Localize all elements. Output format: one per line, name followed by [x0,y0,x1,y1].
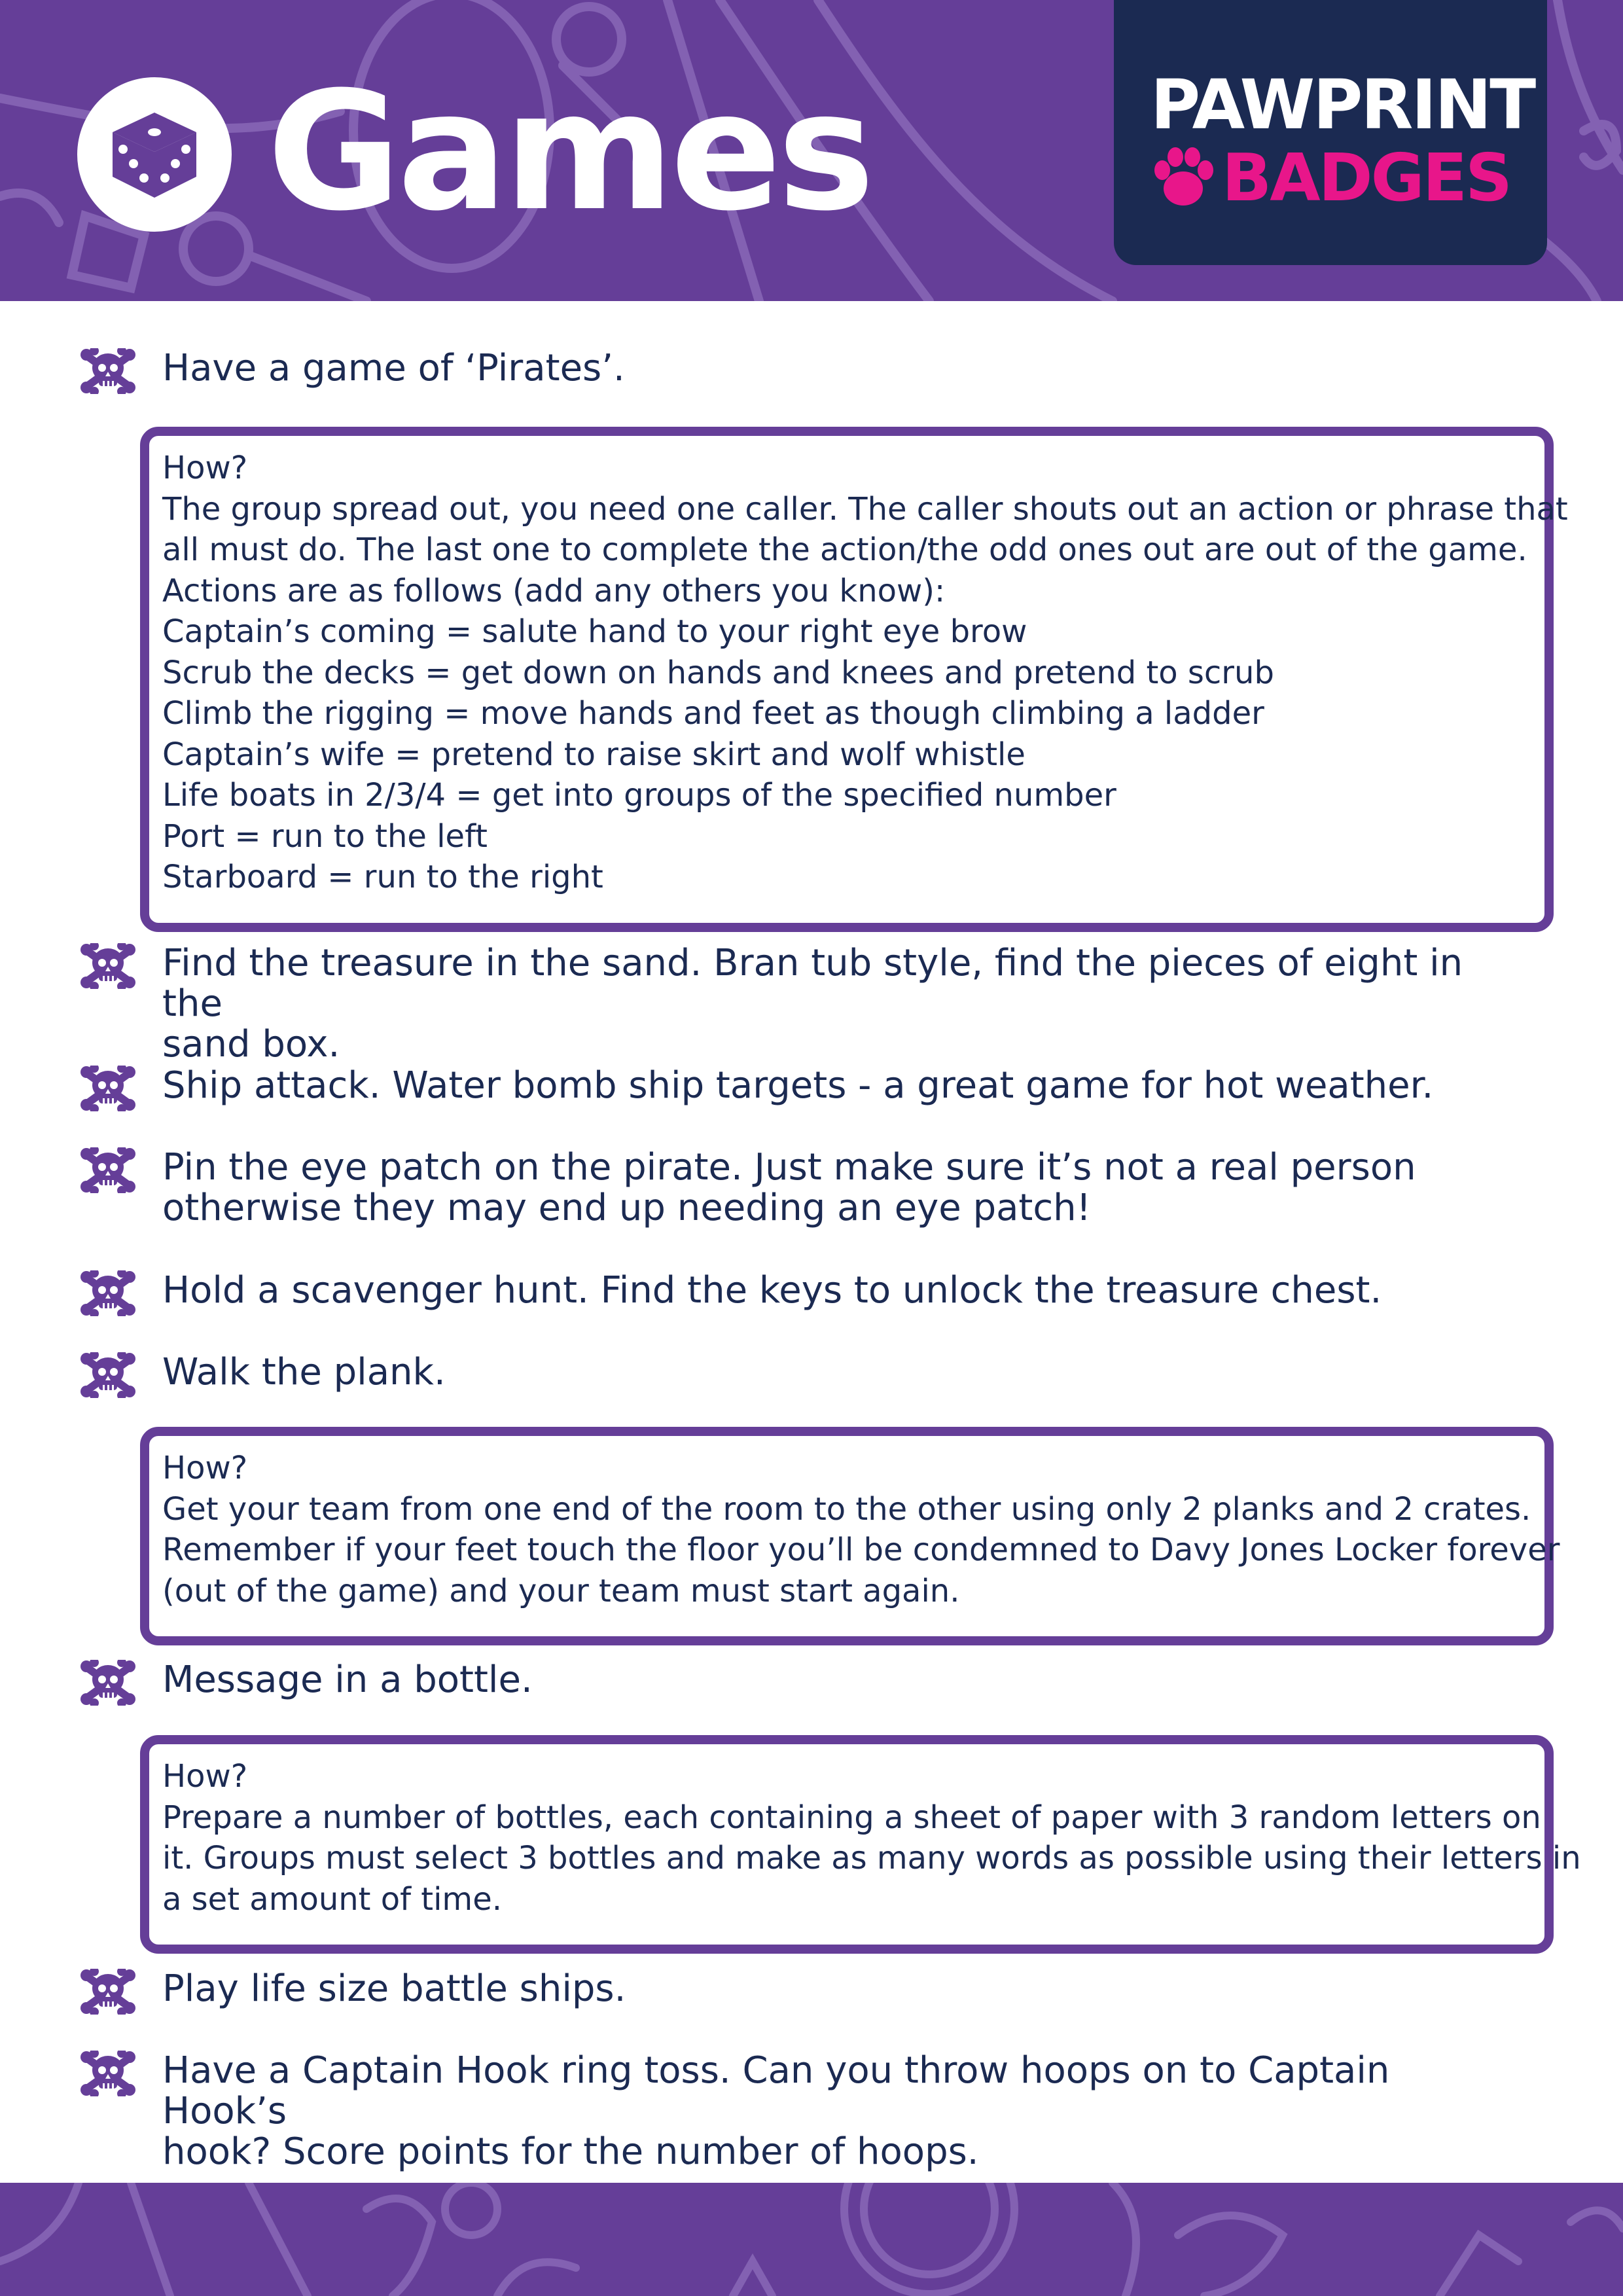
how-line: Remember if your feet touch the floor you’ll be condemned to Davy Jones Locker forever [162,1532,1560,1568]
how-heading: How? [162,1450,248,1486]
pirate-pattern-footer [0,2183,1623,2296]
how-box [140,1735,1581,1954]
how-line: Scrub the decks = get down on hands and knees and pretend to scrub [162,654,1274,691]
list-item-text: Play life size battle ships. [162,1967,626,2010]
how-line: Get your team from one end of the room to the other using only 2 planks and 2 crates. [162,1490,1531,1528]
paw-icon [1149,145,1217,211]
list-item-text: Hold a scavenger hunt. Find the keys to unlock the treasure chest. [162,1269,1382,1312]
how-line: Captain’s coming = salute hand to your right eye brow [162,613,1027,650]
skull-crossbones-icon [80,1270,136,1316]
skull-crossbones-icon [80,348,136,394]
skull-crossbones-icon [80,1660,136,1706]
page-title: Games [267,56,871,247]
how-line: Port = run to the left [162,817,488,855]
how-line: Actions are as follows (add any others you know): [162,572,946,609]
footer-banner [0,2183,1623,2296]
skull-crossbones-icon [80,2051,136,2096]
how-line: Starboard = run to the right [162,859,603,895]
how-line: Climb the rigging = move hands and feet as though climbing a ladder [162,695,1264,732]
skull-crossbones-icon [80,1066,136,1111]
logo-text-pawprint: PAWPRINT [1150,65,1535,145]
how-heading: How? [162,450,248,486]
how-box-content [162,1448,1560,1611]
header-banner [0,0,1623,301]
skull-crossbones-icon [80,943,136,989]
how-line: The group spread out, you need one caller. The caller shouts out an action or phrase that [162,490,1568,528]
dice-icon-badge [77,77,232,232]
skull-crossbones-icon [80,1969,136,2015]
list-item-text: Pin the eye patch on the pirate. Just make sure it’s not a real person otherwise they may end up needing an eye patch! [162,1146,1416,1229]
list-item-text: Have a Captain Hook ring toss. Can you throw hoops on to Captain Hook’s hook? Score points for the number of hoops. [162,2049,1390,2173]
how-line: it. Groups must select 3 bottles and make as many words as possible using their letters in [162,1840,1581,1876]
how-box [140,1427,1560,1645]
how-box [140,427,1568,932]
list-item-text: Walk the plank. [162,1351,446,1393]
how-box-content [162,448,1568,898]
logo-text-badges: BADGES [1222,139,1511,216]
dice-icon [109,109,200,200]
how-line: a set amount of time. [162,1880,502,1918]
list-item-text: Ship attack. Water bomb ship targets - a great game for hot weather. [162,1064,1434,1107]
skull-crossbones-icon [80,1147,136,1193]
how-box-content [162,1756,1581,1920]
list-item-text: Message in a bottle. [162,1659,533,1701]
how-line: (out of the game) and your team must start again. [162,1572,960,1609]
how-heading: How? [162,1758,248,1795]
how-line: all must do. The last one to complete the action/the odd ones out are out of the game. [162,531,1527,568]
pawprint-badges-logo [1114,0,1547,265]
how-line: Life boats in 2/3/4 = get into groups of the specified number [162,777,1116,814]
list-item-text: Find the treasure in the sand. Bran tub style, find the pieces of eight in the sand box. [162,942,1463,1066]
how-line: Captain’s wife = pretend to raise skirt and wolf whistle [162,736,1026,773]
skull-crossbones-icon [80,1352,136,1398]
list-item-text: Have a game of ‘Pirates’. [162,347,625,389]
how-line: Prepare a number of bottles, each containing a sheet of paper with 3 random letters on [162,1799,1541,1836]
